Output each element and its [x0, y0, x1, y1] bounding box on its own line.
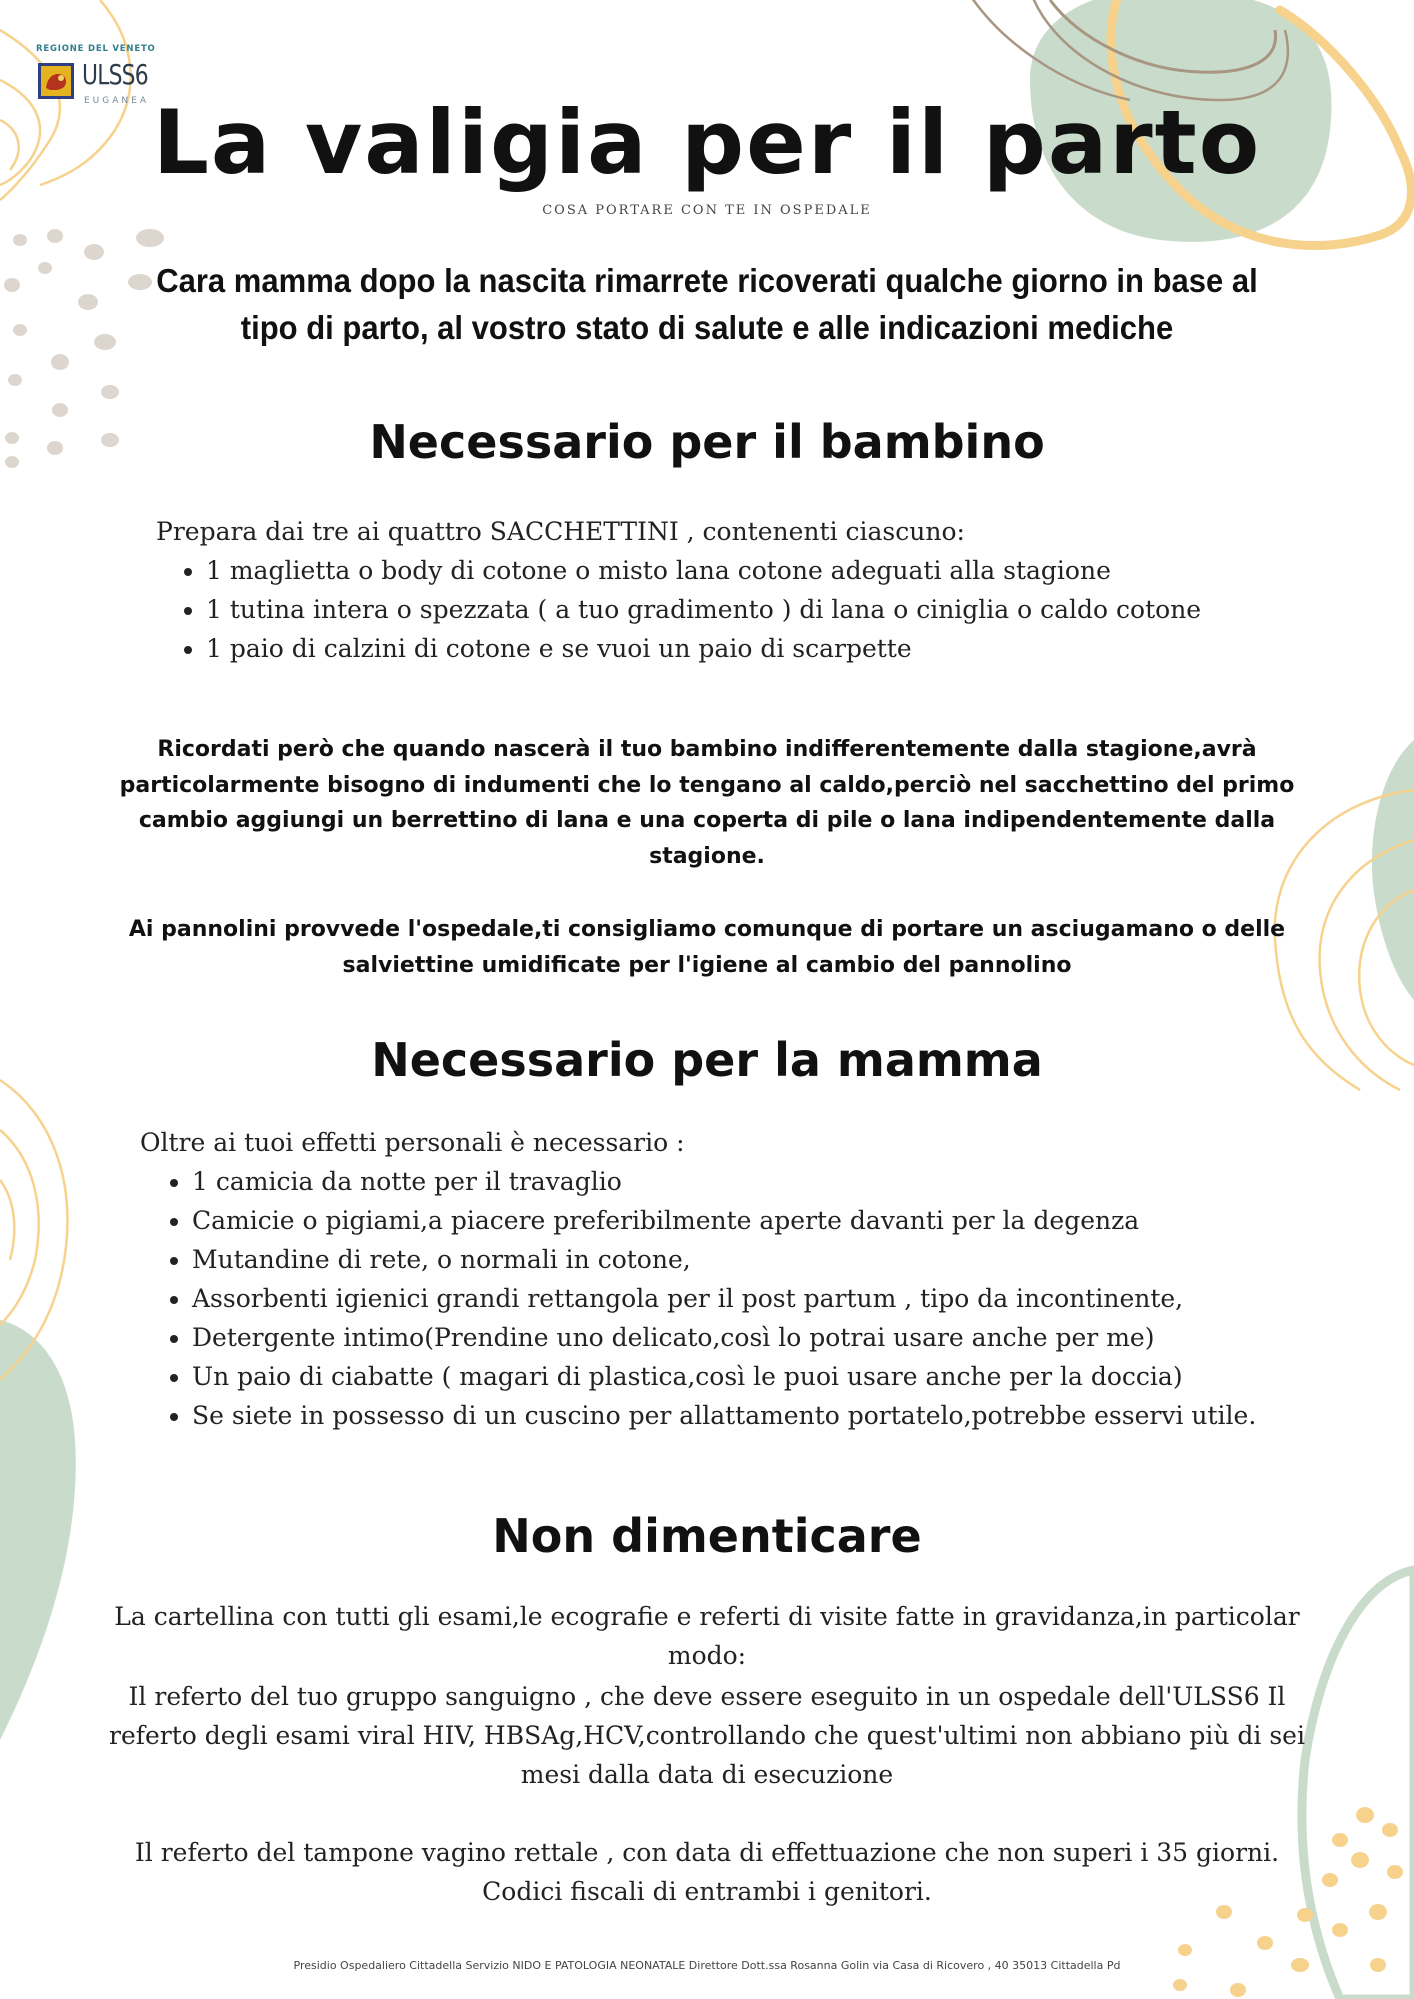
dont-forget-swab — [100, 1833, 1314, 1911]
baby-reminder-diapers: Ai pannolini provvede l'ospedale,ti consigliamo comunque di portare un asciugamano o delle salviettine umidificate per l'igiene al cambio del pannolino — [128, 917, 1286, 978]
mom-items — [140, 1162, 1290, 1435]
baby-items — [156, 551, 1256, 668]
baby-reminder-warmth: Ricordati però che quando nascerà il tuo bambino indifferentemente dalla stagione,avrà particolarmente bisogno di indumenti che lo tengano al caldo,perciò nel sacchettino del primo cambio aggiungi un berrettino di lana e una coperta di pile o lana indipendentemente dalla stagione. — [119, 737, 1295, 869]
left-lower-decoration — [0, 1080, 76, 1740]
baby-lead: Prepara dai tre ai quattro SACCHETTINI , contenenti ciascuno: — [156, 517, 965, 546]
list-item: • 1 paio di calzini di cotone e se vuoi un paio di scarpette — [206, 629, 1256, 668]
footer-text: Presidio Ospedaliero Cittadella Servizio NIDO E PATOLOGIA NEONATALE Direttore Dott.ssa Rosanna Golin via Casa di Ricovero , 40 35013 Cittadella Pd — [293, 1959, 1121, 1972]
tax-codes-line: Codici fiscali di entrambi i genitori. — [482, 1877, 932, 1906]
mom-heading: Necessario per la mamma — [371, 1033, 1043, 1087]
logo-sub: EUGANEA — [84, 96, 149, 106]
dont-forget-blood-tests: Il referto del tuo gruppo sanguigno , che deve essere eseguito in un ospedale dell'ULSS6 Il referto degli esami viral HIV, HBSAg,HCV,controllando che quest'ultimi non abbiano più di sei mesi dalla data di esecuzione — [109, 1682, 1305, 1789]
mom-lead: Oltre ai tuoi effetti personali è necessario : — [140, 1128, 685, 1157]
list-item: • Camicie o pigiami,a piacere preferibilmente aperte davanti per la degenza — [192, 1201, 1290, 1240]
intro-text: Cara mamma dopo la nascita rimarrete ricoverati qualche giorno in base al tipo di parto, al vostro stato di salute e alle indicazioni mediche — [156, 262, 1258, 346]
list-item: • Se siete in possesso di un cuscino per allattamento portatelo,potrebbe esservi utile. — [192, 1396, 1290, 1435]
baby-heading: Necessario per il bambino — [369, 415, 1045, 469]
logo-name: ULSS6 — [82, 58, 148, 91]
page-subtitle: COSA PORTARE CON TE IN OSPEDALE — [542, 203, 872, 218]
list-item: • 1 tutina intera o spezzata ( a tuo gradimento ) di lana o ciniglia o caldo cotone — [206, 590, 1256, 629]
list-item: • Detergente intimo(Prendine uno delicato,così lo potrai usare anche per me) — [192, 1318, 1290, 1357]
list-item: • 1 maglietta o body di cotone o misto lana cotone adeguati alla stagione — [206, 551, 1256, 590]
dont-forget-heading: Non dimenticare — [492, 1509, 922, 1563]
baby-list-block — [156, 512, 1256, 668]
list-item: • Un paio di ciabatte ( magari di plastica,così le puoi usare anche per la doccia) — [192, 1357, 1290, 1396]
logo-region: REGIONE DEL VENETO — [36, 44, 156, 54]
list-item: • Assorbenti igienici grandi rettangola per il post partum , tipo da incontinente, — [192, 1279, 1290, 1318]
dont-forget-folder: La cartellina con tutti gli esami,le ecografie e referti di visite fatte in gravidanza,in particolar modo: — [114, 1602, 1300, 1670]
list-item: • Mutandine di rete, o normali in cotone, — [192, 1240, 1290, 1279]
swab-line: Il referto del tampone vagino rettale , con data di effettuazione che non superi i 35 giorni. — [134, 1838, 1280, 1867]
mom-list-block — [140, 1123, 1290, 1435]
list-item: • 1 camicia da notte per il travaglio — [192, 1162, 1290, 1201]
page-title: La valigia per il parto — [152, 91, 1262, 194]
